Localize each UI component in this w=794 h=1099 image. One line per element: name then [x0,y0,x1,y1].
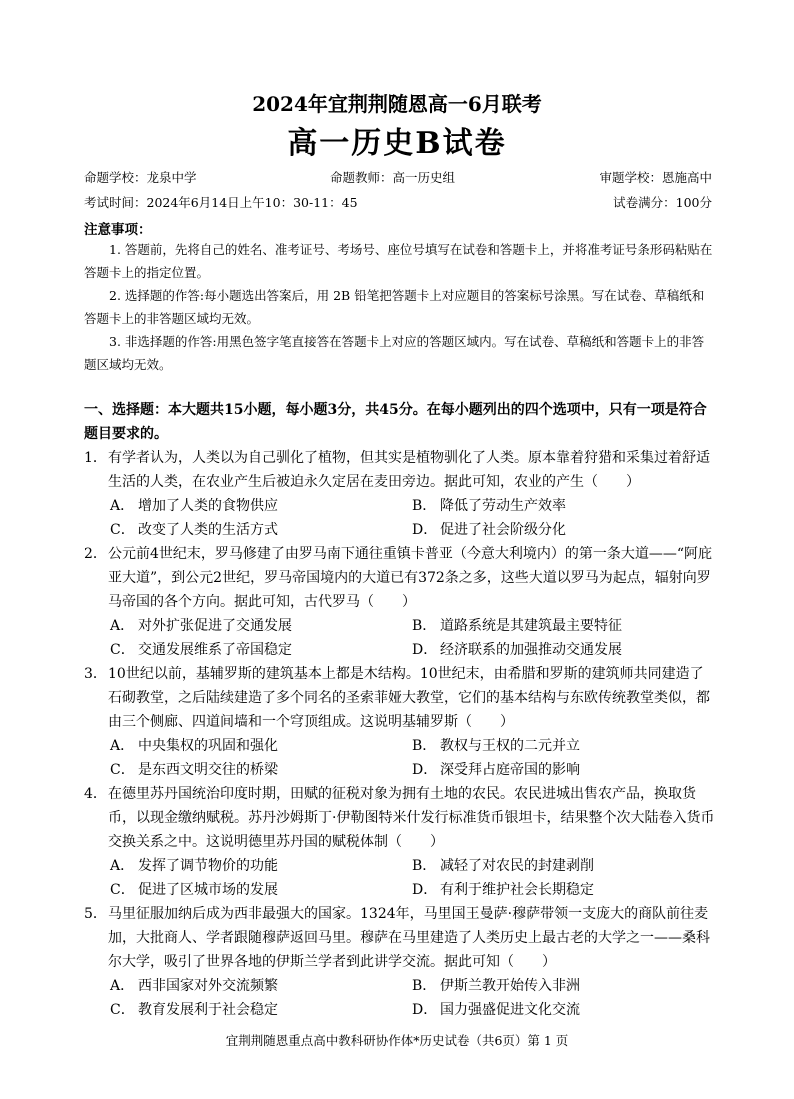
meta-reviewer: 审题学校：恩施高中 [599,170,712,185]
option-c: C． 教育发展利于社会稳定 [110,1002,278,1018]
question-stem: 在德里苏丹国统治印度时期，田赋的征税对象为拥有土地的农民。农民进城出售农产品，换取货币，以现金缴纳赋税。苏丹沙姆斯丁·伊勒图特米什发行标准货币银坦卡，结果整个次大陆卷入货币交换关系之中。这说明德里苏丹国的赋税体制（ ） [108,786,715,850]
question-number: 2． [84,546,107,562]
option-b: B． 减轻了对农民的封建剥削 [412,858,594,874]
options [108,974,716,1022]
option-d: D． 深受拜占庭帝国的影响 [412,762,580,778]
question-stem: 公元前4世纪末，罗马修建了由罗马南下通往重镇卡普亚（今意大利境内）的第一条大道——“阿庇亚大道”，到公元2世纪，罗马帝国境内的大道已有372条之多，这些大道以罗马为起点，辐射向罗马帝国的各个方向。据此可知，古代罗马（ ） [108,546,713,610]
notice-item: 3. 非选择题的作答:用黑色签字笔直接答在答题卡上对应的答题区域内。写在试卷、草稿纸和答题卡上的非答题区域均无效。 [84,334,705,372]
option-a: A． 增加了人类的食物供应 [110,498,278,514]
option-a: A． 西非国家对外交流频繁 [110,978,278,994]
notice-item: 1. 答题前，先将自己的姓名、准考证号、考场号、座位号填写在试卷和答题卡上，并将准考证号条形码粘贴在答题卡上的指定位置。 [84,242,713,280]
option-b: B． 道路系统是其建筑最主要特征 [412,618,622,634]
notice-item: 2. 选择题的作答:每小题选出答案后，用 2B 铅笔把答题卡上对应题目的答案标号涂黑。写在试卷、草稿纸和答题卡上的非答题区域均无效。 [84,288,705,326]
meta-teacher: 命题教师：高一历史组 [330,170,456,185]
option-d: D． 促进了社会阶级分化 [412,522,566,538]
section-title: 一、选择题：本大题共15小题，每小题3分，共45分。在每小题列出的四个选项中，只有一项是符合题目要求的。 [84,402,707,442]
question-number: 5． [84,906,107,922]
options [108,734,716,782]
meta-time: 考试时间：2024年6月14日上午10：30-11：45 [84,195,358,210]
question-4 [84,782,716,902]
exam-subtitle: 高一历史B试卷 [287,126,507,161]
question-stem: 有学者认为，人类以为自己驯化了植物，但其实是植物驯化了人类。原本靠着狩猎和采集过着舒适生活的人类，在农业产生后被迫永久定居在麦田旁边。据此可知，农业的产生（ ） [108,450,710,490]
meta-row-1 [84,168,712,188]
option-b: B． 伊斯兰教开始传入非洲 [412,978,580,994]
option-a: A． 对外扩张促进了交通发展 [110,618,292,634]
option-c: C． 改变了人类的生活方式 [110,522,278,538]
options [108,494,716,542]
exam-title: 2024年宜荆荆随恩高一6月联考 [252,92,542,116]
meta-row-2 [84,193,712,213]
question-number: 3． [84,666,107,682]
option-c: C． 促进了区城市场的发展 [110,882,278,898]
question-1 [84,446,716,542]
option-a: A． 发挥了调节物价的功能 [110,858,278,874]
option-d: D． 国力强盛促进文化交流 [412,1002,580,1018]
question-stem: 10世纪以前，基辅罗斯的建筑基本上都是木结构。10世纪末，由希腊和罗斯的建筑师共同建造了石砌教堂，之后陆续建造了多个同名的圣索菲娅大教堂，它们的基本结构与东欧传统教堂类似，都由三个侧廊、四道间墙和一个穹顶组成。这说明基辅罗斯（ ） [108,666,710,730]
question-2 [84,542,716,662]
question-5 [84,902,716,1022]
option-c: C． 是东西文明交往的桥梁 [110,762,278,778]
options [108,854,716,902]
option-a: A． 中央集权的巩固和强化 [110,738,278,754]
page-footer: 宜荆荆随恩重点高中教科研协作体*历史试卷（共6页）第 1 页 [225,1033,569,1048]
meta-score: 试卷满分：100分 [613,195,712,210]
option-d: D． 经济联系的加强推动交通发展 [412,642,622,658]
question-stem: 马里征服加纳后成为西非最强大的国家。1324年，马里国王曼萨·穆萨带领一支庞大的商队前往麦加，大批商人、学者跟随穆萨返回马里。穆萨在马里建造了人类历史上最古老的大学之一——桑科尔大学，吸引了世界各地的伊斯兰学者到此讲学交流。据此可知（ ） [108,906,710,970]
option-b: B． 降低了劳动生产效率 [412,498,566,514]
question-number: 1． [84,450,107,466]
option-c: C． 交通发展维系了帝国稳定 [110,642,292,658]
options [108,614,716,662]
question-3 [84,662,716,782]
notice-list [84,238,714,376]
option-d: D． 有利于维护社会长期稳定 [412,882,594,898]
option-b: B． 教权与王权的二元并立 [412,738,580,754]
notice-title: 注意事项： [84,222,152,238]
meta-school: 命题学校：龙泉中学 [84,170,197,185]
question-number: 4． [84,786,107,802]
